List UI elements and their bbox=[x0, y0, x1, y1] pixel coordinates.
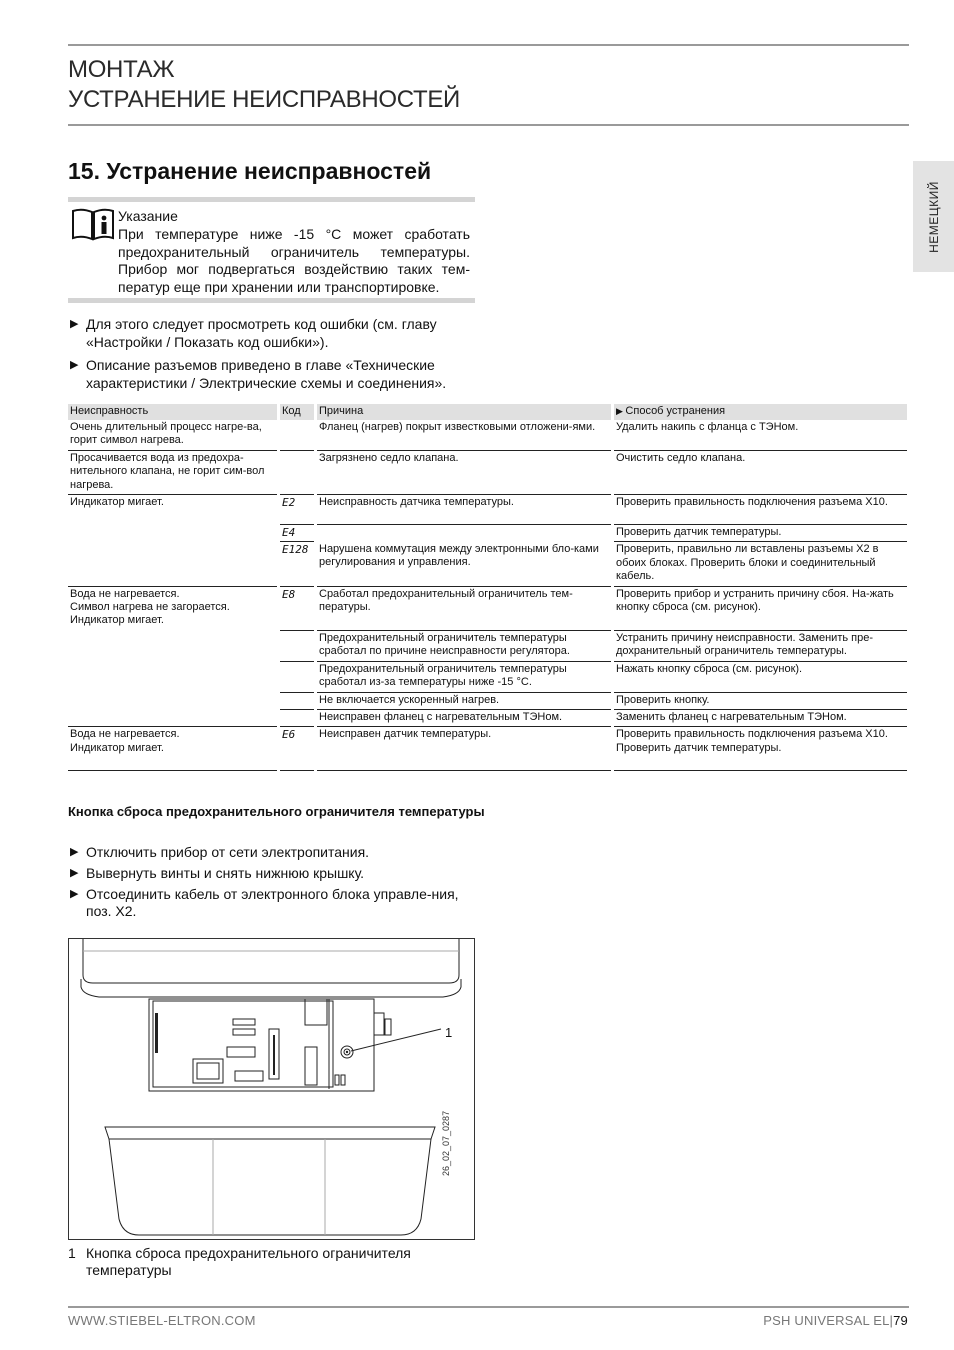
cell-code bbox=[280, 420, 314, 450]
triangle-bullet-icon: ▶ bbox=[70, 318, 79, 330]
triangle-bullet-icon: ▶ bbox=[70, 888, 79, 900]
cell-remedy: Очистить седло клапана. bbox=[614, 450, 907, 494]
triangle-bullet-icon: ▶ bbox=[70, 867, 79, 879]
cell-cause: Предохранительный ограничитель температуры сработал по причине неисправности регулятора. bbox=[317, 630, 611, 661]
caption-number: 1 bbox=[68, 1245, 76, 1261]
page-number: 79 bbox=[893, 1313, 908, 1328]
info-book-icon bbox=[71, 207, 115, 241]
list-item: ▶ Описание разъемов приведено в главе «Технические характеристики / Электрические схемы и соединения». bbox=[70, 357, 447, 391]
cell-remedy: Удалить накипь с фланца с ТЭНом. bbox=[614, 420, 907, 450]
cell-cause: Предохранительный ограничитель температуры сработал из-за температуры ниже -15 °С. bbox=[317, 661, 611, 692]
header-cause: Причина bbox=[317, 404, 611, 420]
chapter-title: 15. Устранение неисправностей bbox=[68, 158, 432, 184]
cell-cause: Не включается ускоренный нагрев. bbox=[317, 692, 611, 709]
cell-fault: Просачивается вода из предохра-нительного клапана, не горит сим-вол нагрева. bbox=[68, 450, 277, 494]
top-rule bbox=[68, 44, 909, 46]
header-remedy: ▶ Способ устранения bbox=[614, 404, 907, 420]
triangle-bullet-icon: ▶ bbox=[70, 359, 79, 371]
header-fault: Неисправность bbox=[68, 404, 277, 420]
cell-code bbox=[280, 450, 314, 494]
table-row bbox=[68, 727, 907, 771]
cell-remedy: Проверить прибор и устранить причину сбоя. На-жать кнопку сброса (см. рисунок). bbox=[614, 586, 907, 630]
table-row bbox=[68, 420, 907, 450]
figure-callout-number: 1 bbox=[445, 1025, 453, 1040]
cell-cause: Загрязнено седло клапана. bbox=[317, 450, 611, 494]
cell-cause: Нарушена коммутация между электронными бло-ками регулирования и управления. bbox=[317, 542, 611, 586]
intro-bullets bbox=[68, 315, 478, 397]
header-rule bbox=[68, 124, 909, 126]
list-item: ▶ Вывернуть винты и снять нижнюю крышку. bbox=[70, 865, 365, 881]
figure-caption bbox=[68, 1245, 488, 1279]
cell-fault: Индикатор мигает. bbox=[68, 495, 277, 587]
cell-remedy: Заменить фланец с нагревательным ТЭНом. bbox=[614, 710, 907, 727]
cell-remedy: Проверить, правильно ли вставлены разъемы X2 в обоих блоках. Проверить блоки и соединительный кабель. bbox=[614, 542, 907, 586]
cell-cause: Фланец (нагрев) покрыт известковыми отложени-ями. bbox=[317, 420, 611, 450]
caption-text: Кнопка сброса предохранительного ограничителя температуры bbox=[86, 1245, 411, 1278]
note-bottom-bar bbox=[68, 298, 475, 303]
cell-remedy: Нажать кнопку сброса (см. рисунок). bbox=[614, 661, 907, 692]
device-drawing bbox=[69, 939, 474, 1239]
language-tab: НЕМЕЦКИЙ bbox=[913, 161, 954, 272]
cell-remedy: Устранить причину неисправности. Заменить пре-дохранительный ограничитель температуры. bbox=[614, 630, 907, 661]
footer-product: PSH UNIVERSAL EL|79 bbox=[763, 1313, 908, 1328]
table-row bbox=[68, 495, 907, 525]
list-item: ▶ Отключить прибор от сети электропитания. bbox=[70, 844, 370, 860]
cell-remedy: Проверить правильность подключения разъема X10. Проверить датчик температуры. bbox=[614, 727, 907, 771]
cell-cause: Неисправен фланец с нагревательным ТЭНом. bbox=[317, 710, 611, 727]
cell-code bbox=[280, 692, 314, 709]
cell-remedy: Проверить кнопку. bbox=[614, 692, 907, 709]
footer-rule bbox=[68, 1306, 909, 1308]
cell-remedy: Проверить датчик температуры. bbox=[614, 525, 907, 542]
cell-code bbox=[280, 661, 314, 692]
cell-cause bbox=[317, 525, 611, 542]
triangle-bullet-icon: ▶ bbox=[616, 406, 626, 417]
cell-cause: Неисправность датчика температуры. bbox=[317, 495, 611, 525]
cell-cause: Сработал предохранительный ограничитель тем-пературы. bbox=[317, 586, 611, 630]
table-row bbox=[68, 586, 907, 630]
list-item: ▶ Отсоединить кабель от электронного блока управле-ния, поз. X2. bbox=[70, 886, 459, 919]
header-code: Код bbox=[280, 404, 314, 420]
table-row bbox=[68, 450, 907, 494]
troubleshooting-table bbox=[68, 404, 907, 771]
subsection-title: УСТРАНЕНИЕ НЕИСПРАВНОСТЕЙ bbox=[68, 86, 460, 113]
cell-fault: Очень длительный процесс нагре-ва, горит символ нагрева. bbox=[68, 420, 277, 450]
triangle-bullet-icon: ▶ bbox=[70, 846, 79, 858]
cell-code: E8 bbox=[280, 586, 314, 630]
cell-fault: Вода не нагревается. Символ нагрева не загорается. Индикатор мигает. bbox=[68, 586, 277, 727]
note-top-bar bbox=[68, 197, 475, 202]
cell-code: E4 bbox=[280, 525, 314, 542]
note-text: При температуре ниже -15 °С может сработать предохранительный ограничитель температуры. Прибор мог подвергаться воздействию таких тем-ператур еще при хранении или транспортировке. bbox=[118, 226, 470, 295]
figure-id: 26_02_07_0287 bbox=[441, 1110, 451, 1176]
table-header-row bbox=[68, 404, 907, 420]
list-item: ▶ Для этого следует просмотреть код ошибки (см. главу «Настройки / Показать код ошибки»). bbox=[70, 316, 437, 350]
cell-code bbox=[280, 710, 314, 727]
note-title: Указание bbox=[118, 208, 178, 224]
cell-code: E128 bbox=[280, 542, 314, 586]
footer-website: WWW.STIEBEL-ELTRON.COM bbox=[68, 1313, 256, 1328]
reset-heading: Кнопка сброса предохранительного ограничителя температуры bbox=[68, 804, 485, 819]
cell-remedy: Проверить правильность подключения разъема X10. bbox=[614, 495, 907, 525]
cell-code: E2 bbox=[280, 495, 314, 525]
cell-fault: Вода не нагревается. Индикатор мигает. bbox=[68, 727, 277, 771]
reset-bullets bbox=[68, 844, 478, 925]
cell-code bbox=[280, 630, 314, 661]
cell-cause: Неисправен датчик температуры. bbox=[317, 727, 611, 771]
cell-code: E6 bbox=[280, 727, 314, 771]
reset-button-figure bbox=[68, 938, 475, 1240]
section-title: МОНТАЖ bbox=[68, 56, 175, 83]
